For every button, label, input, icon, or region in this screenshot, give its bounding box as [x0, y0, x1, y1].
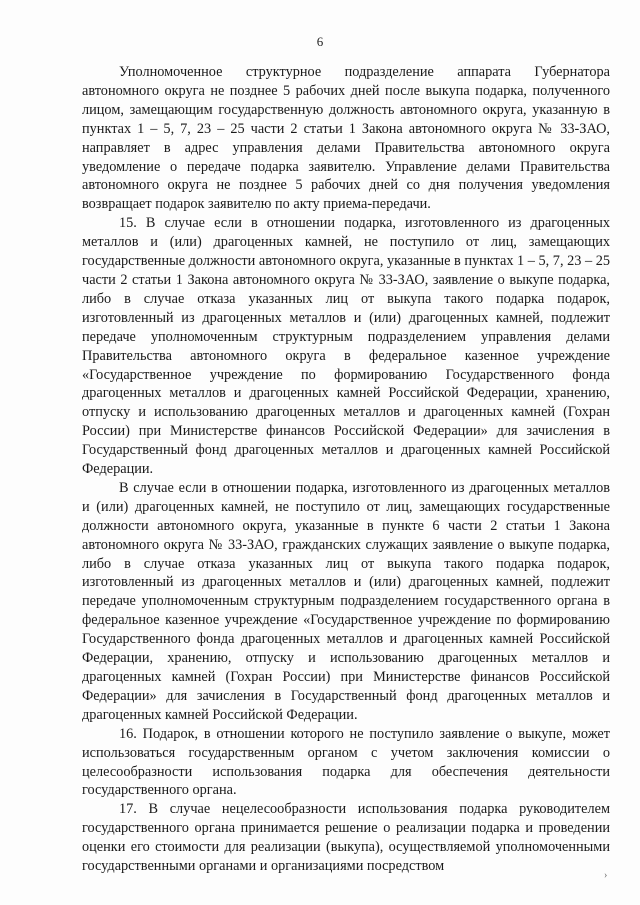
paragraph-notification: Уполномоченное структурное подразделение аппарата Губернатора автономного округа не позднее 5 рабочих дней после выкупа подарка, полученного лицом, замещающим государственную должность автономного округа, указанную в пунктах 1 – 5, 7, 23 – 25 части 2 статьи 1 Закона автономного округа № 33-ЗАО, направляет в адрес управления делами Правительства автономного округа уведомление о передаче подарка заявителю. Управление делами Правительства автономного округа не позднее 5 рабочих дней со дня получения уведомления возвращает подарок заявителю по акту приема-передачи. — [82, 64, 610, 213]
scan-mark: › — [604, 870, 608, 881]
page-number: 6 — [316, 34, 324, 49]
document-body — [82, 63, 610, 876]
paragraph-15-continued: В случае если в отношении подарка, изготовленного из драгоценных металлов и (или) драгоценных камней, не поступило от лиц, замещающих государственные должности автономного округа, указанные в пункте 6 части 2 статьи 1 Закона автономного округа № 33-ЗАО, гражданских служащих заявление о выкупе подарка, либо в случае отказа указанных лиц от выкупа такого подарка подарок, изготовленный из драгоценных металлов и (или) драгоценных камней, подлежит передаче уполномоченным структурным подразделением государственного органа в федеральное казенное учреждение «Государственное учреждение по формированию Государственного фонда драгоценных металлов и драгоценных камней Российской Федерации, хранению, отпуску и использованию драгоценных металлов и драгоценных камней (Гохран России) при Министерстве финансов Российской Федерации» для зачисления в Государственный фонд драгоценных металлов и драгоценных камней Российской Федерации. — [82, 479, 610, 723]
paragraph-17: 17. В случае нецелесообразности использования подарка руководителем государственного органа принимается решение о реализации подарка и проведении оценки его стоимости для реализации (выкупа), осуществляемой уполномоченными государственными органами и организациями посредством — [82, 801, 610, 875]
paragraph-15: 15. В случае если в отношении подарка, изготовленного из драгоценных металлов и (или) драгоценных камней, не поступило от лиц, замещающих государственные должности автономного округа, указанные в пунктах 1 – 5, 7, 23 – 25 части 2 статьи 1 Закона автономного округа № 33-ЗАО, заявление о выкупе подарка, либо в случае отказа указанных лиц от выкупа такого подарка подарок, изготовленный из драгоценных металлов и (или) драгоценных камней, подлежит передаче уполномоченным структурным подразделением управления делами Правительства автономного округа в федеральное казенное учреждение «Государственное учреждение по формированию Государственного фонда драгоценных металлов и драгоценных камней Российской Федерации, хранению, отпуску и использованию драгоценных металлов и драгоценных камней (Гохран России) при Министерстве финансов Российской Федерации» для зачисления в Государственный фонд драгоценных металлов и драгоценных камней Российской Федерации. — [82, 215, 610, 478]
paragraph-16: 16. Подарок, в отношении которого не поступило заявление о выкупе, может использоваться государственным органом с учетом заключения комиссии о целесообразности использования подарка для обеспечения деятельности государственного органа. — [82, 725, 610, 799]
